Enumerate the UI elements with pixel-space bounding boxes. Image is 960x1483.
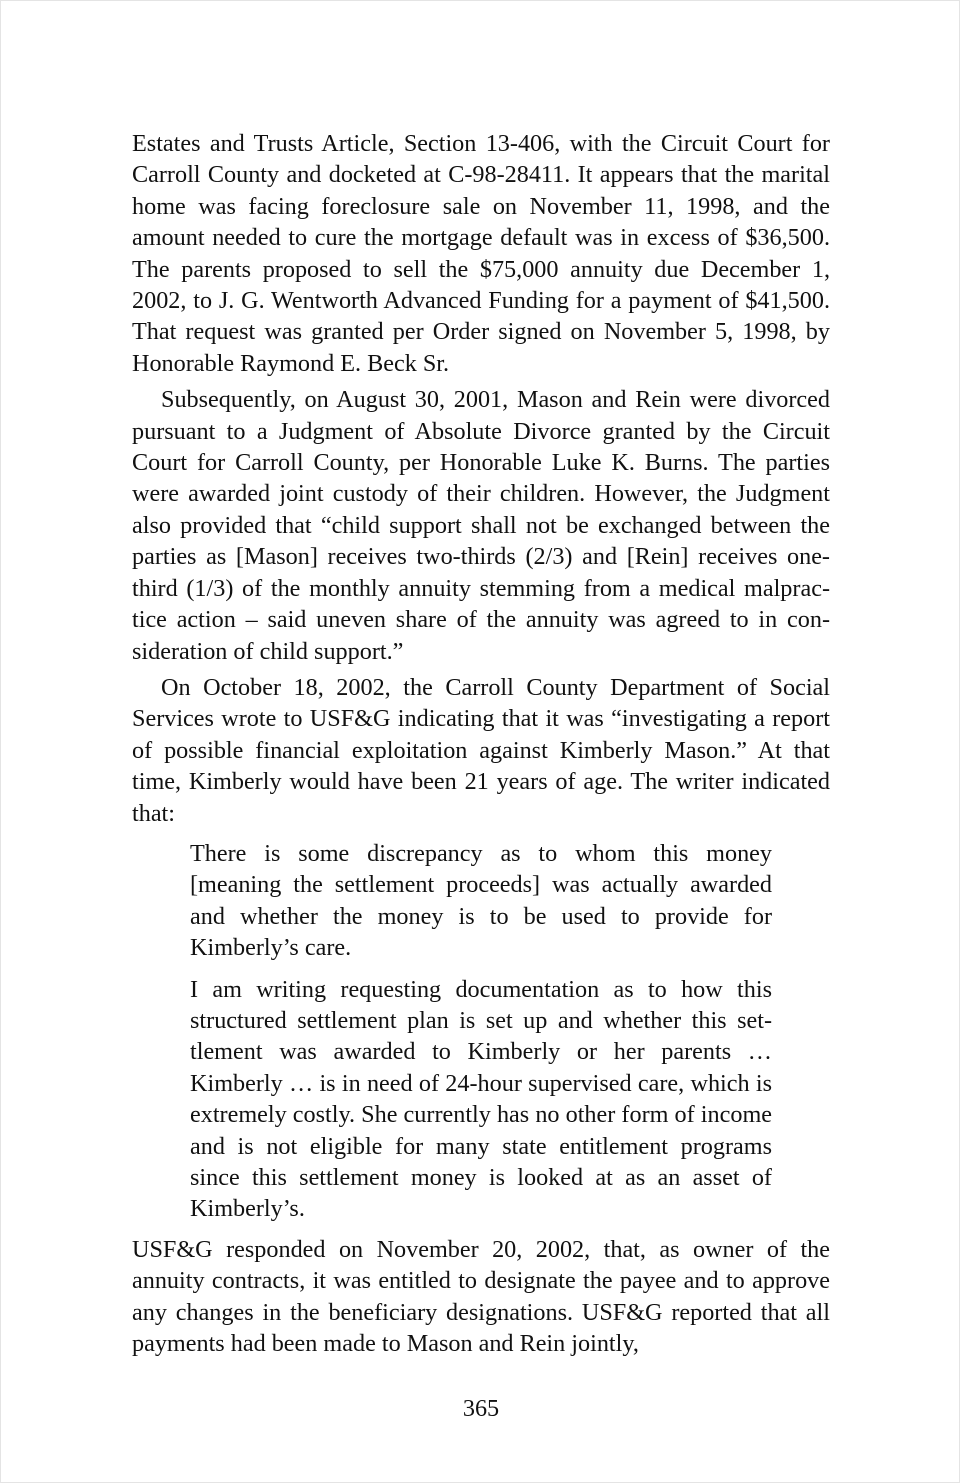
paragraph-social-services: On October 18, 2002, the Carroll County Department of Social Services wrote to USF&G indicating that it was “investigating a report of possible financial exploitation against Kimberly Mason.” At that time, Kimberly would have been 21 years of age. The writer indicated that: (132, 673, 830, 827)
body-text (132, 128, 830, 1359)
block-quote (190, 838, 772, 1225)
quote-paragraph-discrepancy: There is some discrepancy as to whom this money [meaning the settlement proceeds] was actually awarded and whether the money is to be used to provide for Kimberly’s care. (190, 839, 772, 962)
paragraph-divorce: Subsequently, on August 30, 2001, Mason and Rein were divorced pursuant to a Judgment of Absolute Divorce granted by the Circuit Court for Carroll County, per Honorable Luke K. Burns. The parties were awarded joint custody of their children. However, the Judgment also provided that “child support shall not be exchanged between the parties as [Mason] receives two-thirds (2/3) and [Rein] receives one-third (1/3) of the monthly annuity stemming from a medical malpractice action – said uneven share of the annuity was agreed to in consideration of child support.” (132, 386, 830, 665)
paragraph-estates-trusts: Estates and Trusts Article, Section 13-406, with the Circuit Court for Carroll County and docketed at C-98-28411. It appears that the marital home was facing foreclosure sale on November 11, 1998, and the amount needed to cure the mortgage default was in excess of $36,500. The parents proposed to sell the $75,000 annuity due December 1, 2002, to J. G. Wentworth Advanced Funding for a payment of $41,500. That request was granted per Order signed on November 5, 1998, by Honorable Raymond E. Beck Sr. (132, 130, 830, 377)
quote-paragraph-documentation: I am writing requesting documentation as to how this structured settlement plan is set up and whether this settlement was awarded to Kimberly or her parents … Kimberly … is in need of 24-hour supervised care, which is extremely costly. She currently has no other form of income and is not eligible for many state entitlement programs since this settlement money is looked at as an asset of Kimberly’s. (190, 975, 772, 1223)
page-number: 365 (462, 1395, 500, 1422)
paragraph-usfg-response: USF&G responded on November 20, 2002, that, as owner of the annuity contracts, it was entitled to designate the payee and to approve any changes in the beneficiary designations. USF&G reported that all payments had been made to Mason and Rein jointly, (132, 1235, 830, 1358)
